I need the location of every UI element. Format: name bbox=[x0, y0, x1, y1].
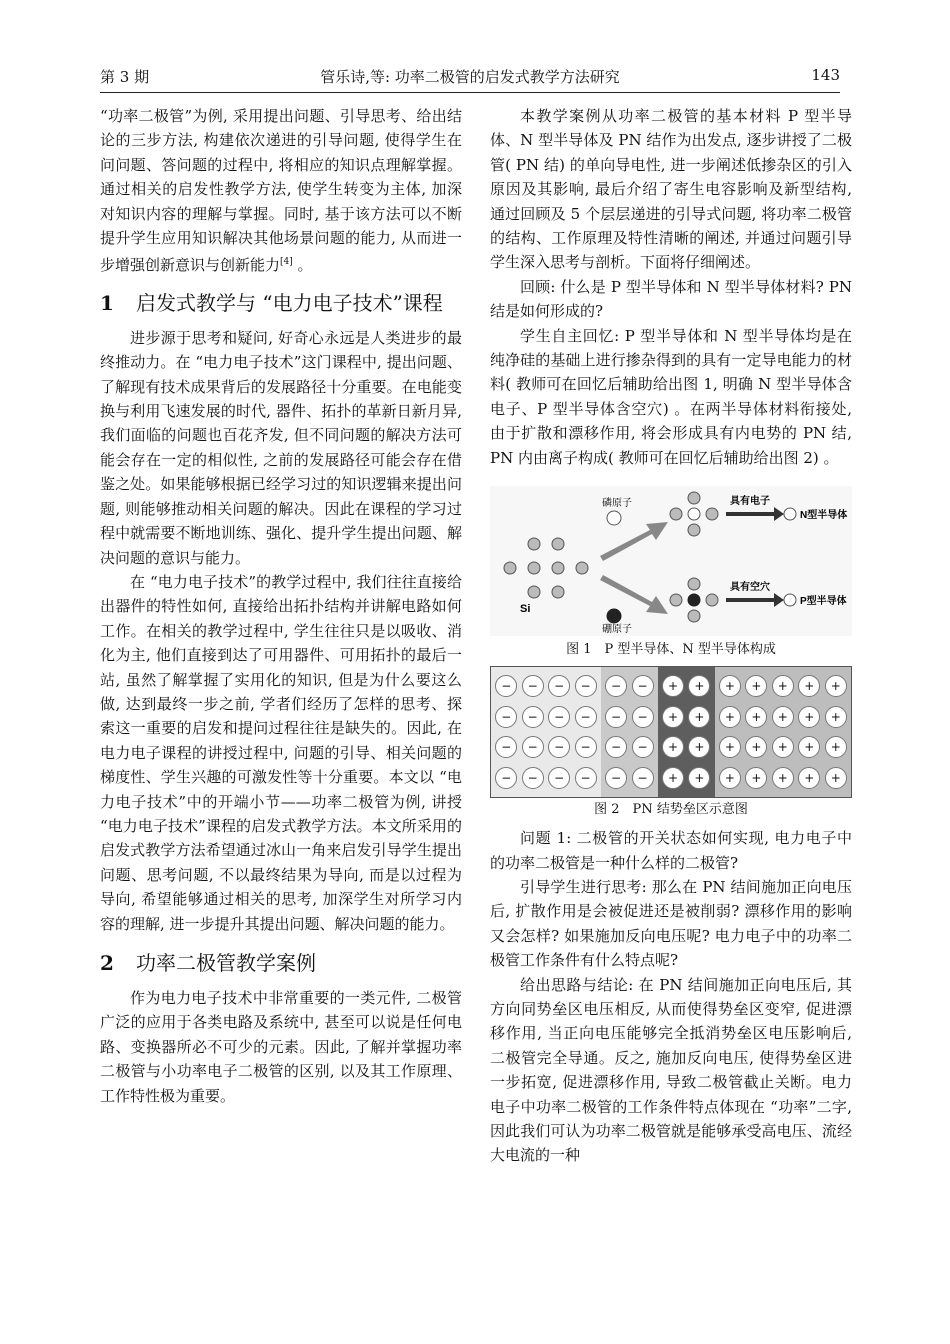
negative-ion-icon: − bbox=[495, 675, 517, 697]
negative-ion-icon: − bbox=[605, 706, 627, 728]
junction-zone bbox=[658, 667, 715, 797]
electron-icon bbox=[784, 508, 796, 520]
paragraph: 引导学生进行思考: 那么在 PN 结间施加正向电压后, 扩散作用是会被促进还是被削弱? 漂移作用的影响又会怎样? 如果施加反向电压呢? 电力电子中的功率二极管工作条件有什么特点呢? bbox=[490, 877, 852, 970]
positive-ion-icon: + bbox=[745, 675, 767, 697]
ion-row bbox=[717, 675, 849, 697]
p-type-label: P型半导体 bbox=[800, 596, 847, 608]
positive-ion-icon: + bbox=[798, 767, 820, 789]
negative-ion-icon: − bbox=[522, 675, 544, 697]
positive-ion-icon: + bbox=[772, 736, 794, 758]
issue-number: 第 3 期 bbox=[100, 68, 150, 86]
arrow-down bbox=[600, 575, 668, 614]
ion-row bbox=[717, 706, 849, 728]
electron-label: 具有电子 bbox=[730, 496, 770, 508]
paragraph: 作为电力电子技术中非常重要的一类元件, 二极管广泛的应用于各类电路及系统中, 甚至可以说是任何电路、变换器所必不可少的元素。因此, 了解并掌握功率二极管与小功率电子二极管的区别, 以及其工作原理、工作特性极为重要。 bbox=[100, 989, 462, 1105]
figure-2-pn-junction-diagram bbox=[490, 666, 852, 798]
boron-label: 硼原子 bbox=[602, 624, 632, 636]
positive-ion-icon: + bbox=[798, 736, 820, 758]
ion-row bbox=[493, 767, 599, 789]
junction-zone bbox=[715, 667, 851, 797]
positive-ion-icon: + bbox=[798, 706, 820, 728]
positive-ion-icon: + bbox=[825, 706, 847, 728]
phosphorus-atom-icon bbox=[607, 511, 621, 525]
negative-ion-icon: − bbox=[575, 706, 597, 728]
positive-ion-icon: + bbox=[772, 767, 794, 789]
p-type-lattice bbox=[670, 578, 718, 622]
citation: [4] bbox=[280, 257, 293, 268]
figure-1-semiconductor-diagram bbox=[490, 486, 852, 636]
section-2-heading: 2 功率二极管教学案例 bbox=[100, 951, 316, 975]
positive-ion-icon: + bbox=[798, 675, 820, 697]
hole-arrow bbox=[726, 593, 784, 607]
running-header bbox=[100, 62, 840, 93]
positive-ion-icon: + bbox=[662, 736, 684, 758]
negative-ion-icon: − bbox=[522, 736, 544, 758]
paragraph: 给出思路与结论: 在 PN 结间施加正向电压后, 其方向同势垒区电压相反, 从而使得势垒区变窄, 促进漂移作用, 当正向电压能够完全抵消势垒区电压影响后, 二极管完全导通。反之, 施加反向电压, 使得势垒区进一步拓宽, 促进漂移作用, 导致二极管截止关断。电力电子中功率二极管的工作条件特点体现在 “功率”二字, 因此我们可认为功率二极管就是能够承受高电压、流经大电流的一种 bbox=[490, 975, 852, 1165]
positive-ion-icon: + bbox=[825, 736, 847, 758]
negative-ion-icon: − bbox=[548, 767, 570, 789]
si-label: Si bbox=[520, 603, 531, 616]
positive-ion-icon: + bbox=[662, 767, 684, 789]
positive-ion-icon: + bbox=[719, 706, 741, 728]
n-type-lattice bbox=[670, 492, 718, 536]
paragraph: 进步源于思考和疑问, 好奇心永远是人类进步的最终推动力。在 “电力电子技术”这门课程中, 提出问题、了解现有技术成果背后的发展路径十分重要。在电能变换与利用飞速发展的时代, 器件、拓扑的革新日新月异, 我们面临的问题也百花齐发, 但不同问题的解决方法可能会存在一定的相似性, 之前的发展路径可能会存在借鉴之处。如果能够根据已经学习过的知识逻辑来提出问题, 则能够推动相关问题的解决。因此在课程的学习过程中就需要不断地训练、强化、提升学生提出问题、解决问题的意识与能力。 bbox=[100, 328, 462, 567]
paragraph: 在 “电力电子技术”的教学过程中, 我们往往直接给出器件的特性如何, 直接给出拓扑结构并讲解电路如何工作。在相关的教学过程中, 学生往往只是以吸收、消化为主, 他们直接到达了可用器件、可用拓扑的最后一站, 虽然了解掌握了实用化的知识, 但是为什么要这么做, 达到最终一步之前, 学者们经历了怎样的思考、探索这一重要的启发和提问过程往往是缺失的。因此, 在电力电子课程的讲授过程中, 问题的引导、相关问题的梯度性、学生兴趣的可激发性等十分重要。本文以 “电力电子技术”中的开端小节——功率二极管为例, 讲授 “电力电子技术”课程的启发式教学方法。本文所采用的启发式教学方法希望通过冰山一角来启发引导学生提出问题、思考问题, 不以最终结果为导向, 而是以过程为导向, 希望能够通过相关的思考, 加深学生对所学习内容的理解, 进一步提升其提出问题、解决问题的能力。 bbox=[100, 572, 462, 933]
positive-ion-icon: + bbox=[772, 706, 794, 728]
n-type-label: N型半导体 bbox=[800, 510, 848, 522]
negative-ion-icon: − bbox=[548, 675, 570, 697]
positive-ion-icon: + bbox=[662, 706, 684, 728]
ion-row bbox=[603, 706, 656, 728]
paragraph: 问题 1: 二极管的开关状态如何实现, 电力电子中的功率二极管是一种什么样的二极管? bbox=[490, 829, 852, 872]
negative-ion-icon: − bbox=[548, 736, 570, 758]
positive-ion-icon: + bbox=[719, 767, 741, 789]
page-number: 143 bbox=[811, 66, 840, 84]
ion-row bbox=[660, 675, 713, 697]
ion-row bbox=[717, 736, 849, 758]
paragraph: 回顾: 什么是 P 型半导体和 N 型半导体材料? PN 结是如何形成的? bbox=[490, 277, 852, 321]
paragraph: 本教学案例从功率二极管的基本材料 P 型半导体、N 型半导体及 PN 结作为出发点, 逐步讲授了二极管( PN 结) 的单向导电性, 进一步阐述低掺杂区的引入原因及其影响, 最后介绍了寄生电容影响及新型结构, 通过回顾及 5 个层层递进的引导式问题, 将功率二极管的结构、工作原理及特性清晰的阐述, 并通过问题引导学生深入思考与剖析。下面将仔细阐述。 bbox=[490, 107, 852, 272]
negative-ion-icon: − bbox=[632, 675, 654, 697]
figure-2-caption: 图 2 PN 结势垒区示意图 bbox=[594, 802, 748, 818]
ion-row bbox=[493, 736, 599, 758]
negative-ion-icon: − bbox=[495, 736, 517, 758]
phosphorus-label: 磷原子 bbox=[602, 498, 632, 510]
positive-ion-icon: + bbox=[745, 706, 767, 728]
ion-row bbox=[493, 675, 599, 697]
positive-ion-icon: + bbox=[745, 736, 767, 758]
electron-arrow bbox=[726, 507, 784, 521]
ion-row bbox=[717, 767, 849, 789]
junction-zone bbox=[491, 667, 601, 797]
negative-ion-icon: − bbox=[632, 767, 654, 789]
hole-icon bbox=[784, 594, 796, 606]
positive-ion-icon: + bbox=[662, 675, 684, 697]
negative-ion-icon: − bbox=[605, 675, 627, 697]
positive-ion-icon: + bbox=[688, 767, 710, 789]
negative-ion-icon: − bbox=[495, 706, 517, 728]
boron-atom-icon bbox=[607, 609, 621, 623]
positive-ion-icon: + bbox=[688, 675, 710, 697]
negative-ion-icon: − bbox=[522, 767, 544, 789]
negative-ion-icon: − bbox=[495, 767, 517, 789]
positive-ion-icon: + bbox=[688, 706, 710, 728]
ion-row bbox=[603, 675, 656, 697]
ion-row bbox=[603, 736, 656, 758]
ion-row bbox=[660, 736, 713, 758]
arrow-up bbox=[600, 522, 668, 561]
negative-ion-icon: − bbox=[632, 736, 654, 758]
paragraph: 学生自主回忆: P 型半导体和 N 型半导体均是在纯净硅的基础上进行掺杂得到的具有一定导电能力的材料( 教师可在回忆后辅助给出图 1, 明确 N 型半导体含电子、P 型半导体含空穴) 。在两半导体材料衔接处, 由于扩散和漂移作用, 将会形成具有内电势的 PN 结, PN 内由离子构成( 教师可在回忆后辅助给出图 2) 。 bbox=[490, 326, 852, 467]
positive-ion-icon: + bbox=[688, 736, 710, 758]
positive-ion-icon: + bbox=[719, 736, 741, 758]
positive-ion-icon: + bbox=[745, 767, 767, 789]
figure-1-svg bbox=[490, 486, 852, 636]
hole-label: 具有空穴 bbox=[730, 582, 770, 594]
ion-row bbox=[493, 706, 599, 728]
negative-ion-icon: − bbox=[575, 767, 597, 789]
negative-ion-icon: − bbox=[632, 706, 654, 728]
right-column bbox=[490, 104, 852, 1168]
positive-ion-icon: + bbox=[772, 675, 794, 697]
figure-1-caption: 图 1 P 型半导体、N 型半导体构成 bbox=[566, 642, 776, 658]
negative-ion-icon: − bbox=[548, 706, 570, 728]
section-1-heading: 1 启发式教学与 “电力电子技术”课程 bbox=[100, 290, 443, 315]
left-column bbox=[100, 104, 462, 1108]
ion-row bbox=[660, 767, 713, 789]
negative-ion-icon: − bbox=[575, 736, 597, 758]
negative-ion-icon: − bbox=[522, 706, 544, 728]
negative-ion-icon: − bbox=[575, 675, 597, 697]
ion-row bbox=[660, 706, 713, 728]
positive-ion-icon: + bbox=[825, 767, 847, 789]
negative-ion-icon: − bbox=[605, 736, 627, 758]
negative-ion-icon: − bbox=[605, 767, 627, 789]
junction-zone bbox=[601, 667, 658, 797]
positive-ion-icon: + bbox=[719, 675, 741, 697]
intro-paragraph-end: “功率二极管”为例, 采用提出问题、引导思考、给出结论的三步方法, 构建依次递进的引导问题, 使得学生在问问题、答问题的过程中, 将相应的知识点理解掌握。通过相关的启发性教学方法, 使学生转变为主体, 加深对知识内容的理解与掌握。同时, 基于该方法可以不断提升学生应用知识解决其他场景问题的能力, 从而进一步增强创新意识与创新能力[4] 。 bbox=[100, 107, 462, 275]
silicon-lattice bbox=[504, 538, 588, 598]
ion-row bbox=[603, 767, 656, 789]
positive-ion-icon: + bbox=[825, 675, 847, 697]
running-title: 管乐诗,等: 功率二极管的启发式教学方法研究 bbox=[320, 68, 620, 86]
